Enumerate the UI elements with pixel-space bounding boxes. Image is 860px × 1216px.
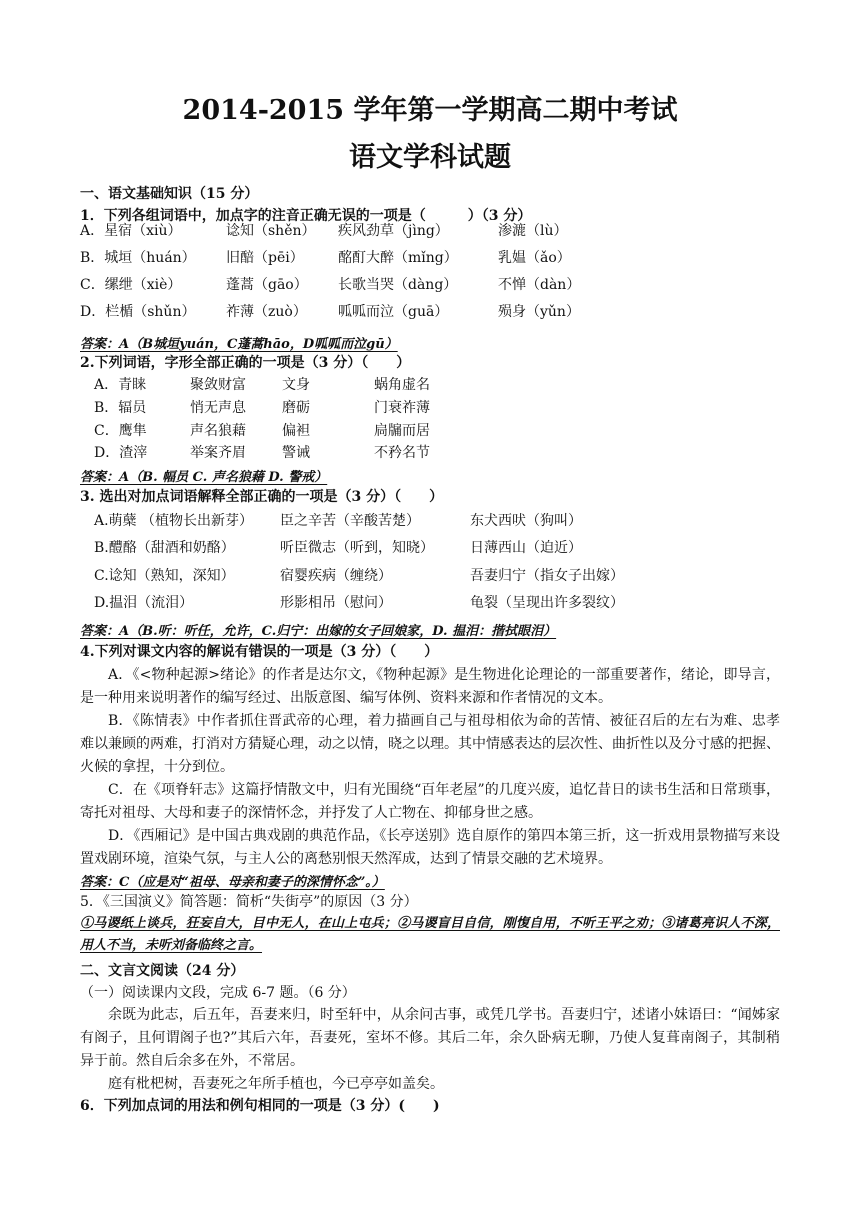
question-4-stem: 4.下列对课文内容的解说有错误的一项是（3 分）（ ） [80,644,439,660]
option-cell: 门衰祚薄 [374,400,430,417]
option-cell: 磨砺 [282,400,310,417]
option-cell: B．城垣（huán） [80,249,196,266]
option-row [80,297,638,324]
option-a: A．《<物种起源>绪论》的作者是达尔文，《物种起源》是生物进化论理论的一部重要著作，绪论，即导言，是一种用来说明著作的编写经过、出版意图、编写体例、资料来源和作者情况的文本。 [80,667,780,706]
option-cell: D.揾泪（流泪） [94,595,194,612]
reading-passage-2: 庭有枇杷树，吾妻死之年所手植也，今已亭亭如盖矣。 [108,1076,444,1092]
option-d: D．《西厢记》是中国古典戏剧的典范作品，《长亭送别》选自原作的第四本第三折，这一折戏用景物描写来设置戏剧环境，渲染气氛，与主人公的离愁别恨天然浑成，达到了情景交融的艺术境界。 [80,828,780,867]
section-heading-1: 一、语文基础知识（15 分） [80,186,259,202]
option-cell: 渗漉（lù） [498,222,568,239]
question-3-stem: 3. 选出对加点词语解释全部正确的一项是（3 分）（ ） [80,489,444,505]
option-row [94,561,700,589]
option-row [94,373,514,396]
answer-1: 答案：A（B城垣yuán，C蓬蒿hāo，D呱呱而泣gū） [80,337,398,352]
option-cell: C．鹰隼 [94,422,147,439]
option-cell: B．辐员 [94,400,147,417]
option-row [94,441,514,464]
option-cell: 祚薄（zuò） [226,303,307,320]
section-heading-2: 二、文言文阅读（24 分） [80,963,245,979]
question-1-stem: 1．下列各组词语中，加点字的注音正确无误的一项是（ ）（3 分） [80,208,532,224]
option-cell: 旧醅（pēi） [226,249,304,266]
option-cell: 臣之辛苦（辛酸苦楚） [280,512,420,529]
question-3-options [94,506,700,616]
option-cell: A．星宿（xiù） [80,222,182,239]
option-cell: 悄无声息 [190,400,246,417]
option-cell: D．渣滓 [94,445,148,462]
option-cell: 蜗角虚名 [374,377,430,394]
option-cell: 长歌当哭（dàng） [338,276,458,293]
option-row [94,396,514,419]
option-cell: 形影相吊（慰问） [280,595,392,612]
reading-passage-1: 余既为此志，后五年，吾妻来归，时至轩中，从余问古事，或凭几学书。吾妻归宁，述诸小妹语曰：“闻姊家有阁子，且何谓阁子也?”其后六年，吾妻死，室坏不修。其后二年，余久卧病无聊，乃使人复葺南阁子，其制稍异于前。然自后余多在外，不常居。 [80,1007,780,1069]
option-c: C．在《项脊轩志》这篇抒情散文中，归有光围绕“百年老屋”的几度兴废，追忆昔日的读书生活和日常琐事，寄托对祖母、大母和妻子的深情怀念，并抒发了人亡物在、抑郁身世之感。 [80,782,780,821]
option-cell: A.萌蘖 （植物长出新芽） [94,512,254,529]
option-cell: 文身 [282,377,310,394]
option-cell: 警诫 [282,445,310,462]
option-cell: 不惮（dàn） [498,276,581,293]
option-row [80,216,638,243]
question-2-stem: 2.下列词语，字形全部正确的一项是（3 分）（ ） [80,355,411,371]
answer-5: ①马谡纸上谈兵，狂妄自大，目中无人，在山上屯兵；②马谡盲目自信，刚愎自用，不听王平之劝；③诸葛亮识人不深，用人不当，未听刘备临终之言。 [80,916,780,953]
option-cell: A．青睐 [94,377,147,394]
option-cell: 疾风劲草（jìng） [338,222,449,239]
answer-2: 答案：A（B. 幅员 C. 声名狼藉 D. 警戒） [80,470,328,485]
option-cell: 聚敛财富 [190,377,246,394]
option-cell: 吾妻归宁（指女子出嫁） [470,567,624,584]
option-cell: 蓬蒿（gāo） [226,276,308,293]
option-row [94,418,514,441]
option-cell: 龟裂（呈现出许多裂纹） [470,595,624,612]
option-cell: B.醴酪（甜酒和奶酪） [94,540,235,557]
option-cell: 听臣微志（听到，知晓） [280,540,434,557]
option-cell: C.谂知（熟知，深知） [94,567,235,584]
option-cell: 不矜名节 [374,445,430,462]
option-row [80,243,638,270]
option-cell: 日薄西山（迫近） [470,540,582,557]
option-row [94,534,700,562]
exam-title: 2014-2015 学年第一学期高二期中考试 [182,95,678,126]
option-cell: 酩酊大醉（mǐng） [338,249,458,266]
option-cell: D．栏楯（shǔn） [80,303,196,320]
reading-intro: （一）阅读课内文段，完成 6-7 题。（6 分） [80,985,356,1001]
option-cell: 宿婴疾病（缠绕） [280,567,392,584]
question-2-options [94,373,514,464]
answer-4: 答案：C（应是对“祖母、母亲和妻子的深情怀念”。） [80,875,385,890]
option-cell: 举案齐眉 [190,445,246,462]
option-cell: 呱呱而泣（guā） [338,303,449,320]
option-cell: C．缧绁（xiè） [80,276,182,293]
question-1-options [80,216,638,324]
option-cell: 东犬西吠（狗叫） [470,512,582,529]
option-row [94,506,700,534]
option-cell: 殒身（yǔn） [498,303,580,320]
option-cell: 声名狼藉 [190,422,246,439]
option-cell: 偏袒 [282,422,310,439]
option-b: B．《陈情表》中作者抓住晋武帝的心理，着力描画自己与祖母相依为命的苦情、被征召后的左右为难、忠孝难以兼顾的两难，打消对方猜疑心理，动之以情，晓之以理。其中情感表达的层次性、曲折性以及分寸感的把握、火候的拿捏，十分到位。 [80,713,780,775]
option-cell: 谂知（shěn） [226,222,316,239]
option-row [94,589,700,617]
option-cell: 乳媪（ǎo） [498,249,571,266]
exam-subtitle: 语文学科试题 [349,142,511,173]
option-row [80,270,638,297]
answer-3: 答案：A（B.听：听任，允许，C.归宁：出嫁的女子回娘家，D. 揾泪：揩拭眼泪） [80,624,557,639]
question-4-options [80,664,780,871]
question-5-stem: 5．《三国演义》简答题：简析“失街亭”的原因（3 分） [80,894,418,910]
option-cell: 扃牖而居 [374,422,430,439]
question-6-stem: 6．下列加点词的用法和例句相同的一项是（3 分）( ) [80,1098,440,1114]
